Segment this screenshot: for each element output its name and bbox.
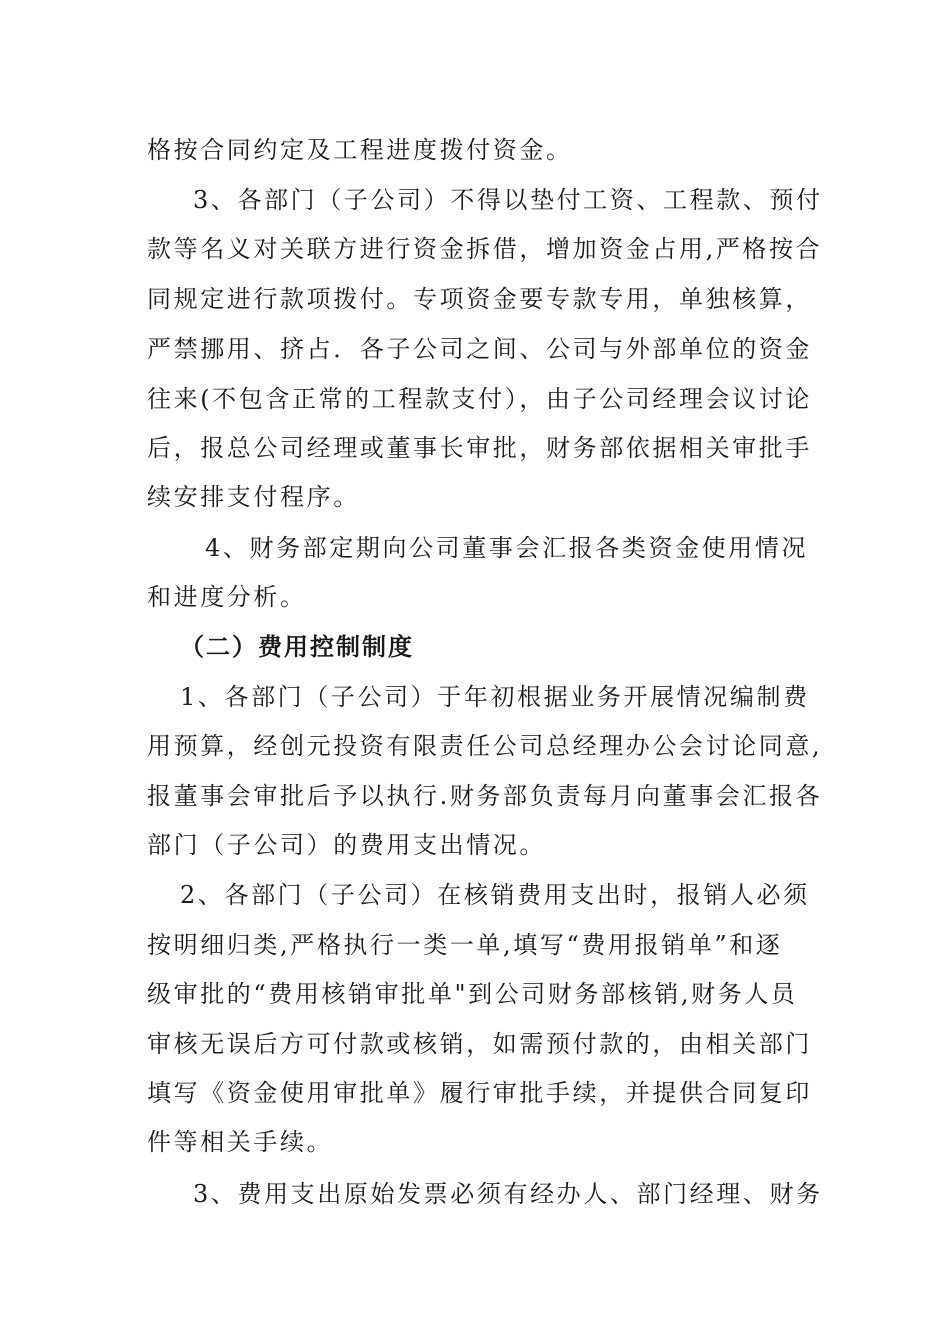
text-line: 3、各部门（子公司）不得以垫付工资、工程款、预付 (193, 186, 823, 214)
section-heading: （二）费用控制制度 (180, 632, 414, 661)
text-line: 2、各部门（子公司）在核销费用支出时，报销人必须 (180, 881, 810, 909)
text-line: 填写《资金使用审批单》履行审批手续，并提供合同复印 (147, 1079, 812, 1107)
text-line: 级审批的“费用核销审批单"到公司财务部核销,财务人员 (147, 980, 798, 1008)
text-line: 审核无误后方可付款或核销，如需预付款的，由相关部门 (147, 1030, 812, 1058)
text-line: 续安排支付程序。 (147, 483, 360, 511)
text-line: 4、财务部定期向公司董事会汇报各类资金使用情况 (205, 534, 809, 562)
text-line: 同规定进行款项拨付。专项资金要专款专用，单独核算， (147, 285, 812, 313)
text-line: 用预算，经创元投资有限责任公司总经理办公会讨论同意, (147, 732, 823, 760)
text-line: 格按合同约定及工程进度拨付资金。 (147, 136, 573, 164)
text-line: 严禁挪用、挤占．各子公司之间、公司与外部单位的资金 (147, 335, 812, 363)
text-line: 报董事会审批后予以执行.财务部负责每月向董事会汇报各 (147, 782, 823, 810)
text-line: 按明细归类,严格执行一类一单,填写“费用报销单”和逐 (147, 931, 783, 959)
text-line: 部门（子公司）的费用支出情况。 (147, 831, 546, 859)
text-line: 和进度分析。 (147, 583, 307, 611)
text-line: 款等名义对关联方进行资金拆借，增加资金占用,严格按合 (147, 235, 823, 263)
text-line: 件等相关手续。 (147, 1128, 334, 1156)
text-line: 往来(不包含正常的工程款支付），由子公司经理会议讨论 (147, 385, 812, 413)
text-line: 3、费用支出原始发票必须有经办人、部门经理、财务 (193, 1180, 823, 1208)
text-line: 1、各部门（子公司）于年初根据业务开展情况编制费 (180, 683, 810, 711)
text-line: 后，报总公司经理或董事长审批，财务部依据相关审批手 (147, 434, 812, 462)
